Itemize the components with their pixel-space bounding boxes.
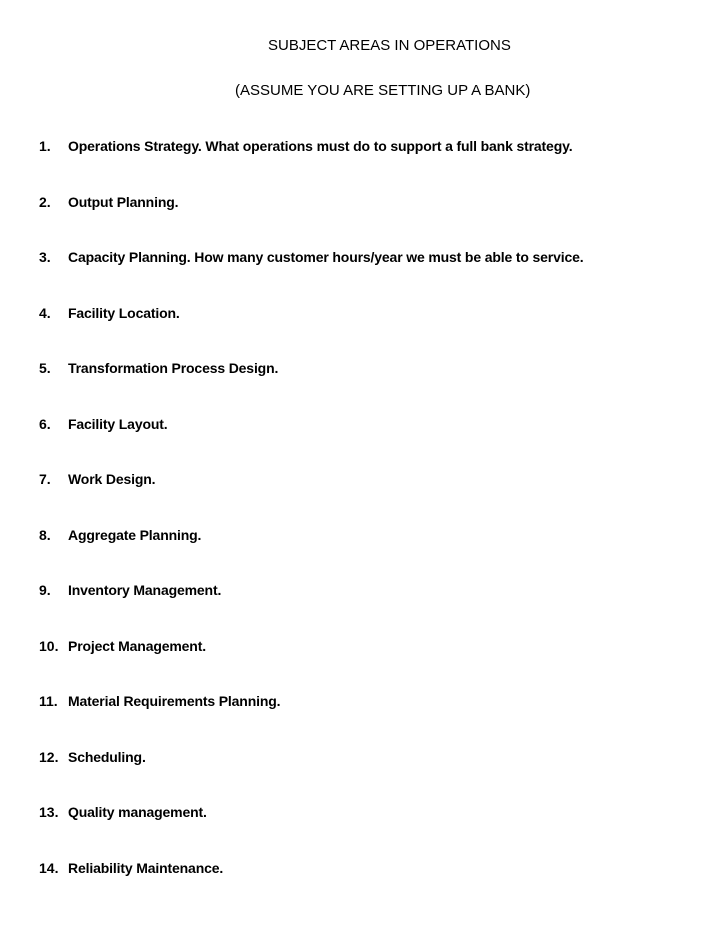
item-text: Operations Strategy. What operations must do to support a full bank strategy.: [68, 138, 573, 154]
item-number: 13.: [39, 804, 59, 820]
item-number: 14.: [39, 859, 59, 876]
list-item: [0, 359, 709, 415]
list-item: [0, 304, 709, 360]
item-number: 1.: [39, 138, 51, 154]
list-item: [0, 692, 709, 748]
list-item: [0, 137, 709, 193]
item-text: Reliability Maintenance.: [68, 859, 224, 876]
item-text: Output Planning.: [68, 193, 179, 210]
item-number: 5.: [39, 360, 51, 376]
item-number: 6.: [39, 415, 51, 432]
item-number: 2.: [39, 193, 51, 210]
list-item: [0, 526, 709, 582]
list-item: [0, 470, 709, 526]
document-title: SUBJECT AREAS IN OPERATIONS: [268, 37, 511, 54]
item-text: Facility Location.: [68, 304, 180, 321]
item-number: 8.: [39, 526, 51, 543]
list-item: [0, 193, 709, 249]
list-item: [0, 803, 709, 859]
item-text: Inventory Management.: [68, 582, 222, 598]
list-item: [0, 581, 709, 637]
item-text: Work Design.: [68, 471, 156, 487]
list-item: [0, 637, 709, 693]
list-item: [0, 748, 709, 804]
list-item: [0, 859, 709, 915]
item-text: Transformation Process Design.: [68, 360, 279, 376]
list-item: [0, 248, 709, 304]
item-text: Aggregate Planning.: [68, 526, 202, 543]
item-text: Project Management.: [68, 637, 206, 654]
item-number: 7.: [39, 471, 51, 487]
item-number: 10.: [39, 637, 59, 654]
list-item: [0, 415, 709, 471]
item-number: 4.: [39, 304, 51, 321]
item-number: 9.: [39, 582, 51, 598]
item-number: 12.: [39, 748, 59, 765]
item-text: Facility Layout.: [68, 415, 168, 432]
subject-list: [0, 137, 709, 914]
item-text: Material Requirements Planning.: [68, 693, 281, 709]
item-text: Capacity Planning. How many customer hours/year we must be able to service.: [68, 249, 584, 265]
item-number: 11.: [39, 693, 58, 709]
item-text: Quality management.: [68, 804, 207, 820]
document-subtitle: (ASSUME YOU ARE SETTING UP A BANK): [235, 82, 531, 99]
item-number: 3.: [39, 249, 51, 265]
item-text: Scheduling.: [68, 748, 146, 765]
